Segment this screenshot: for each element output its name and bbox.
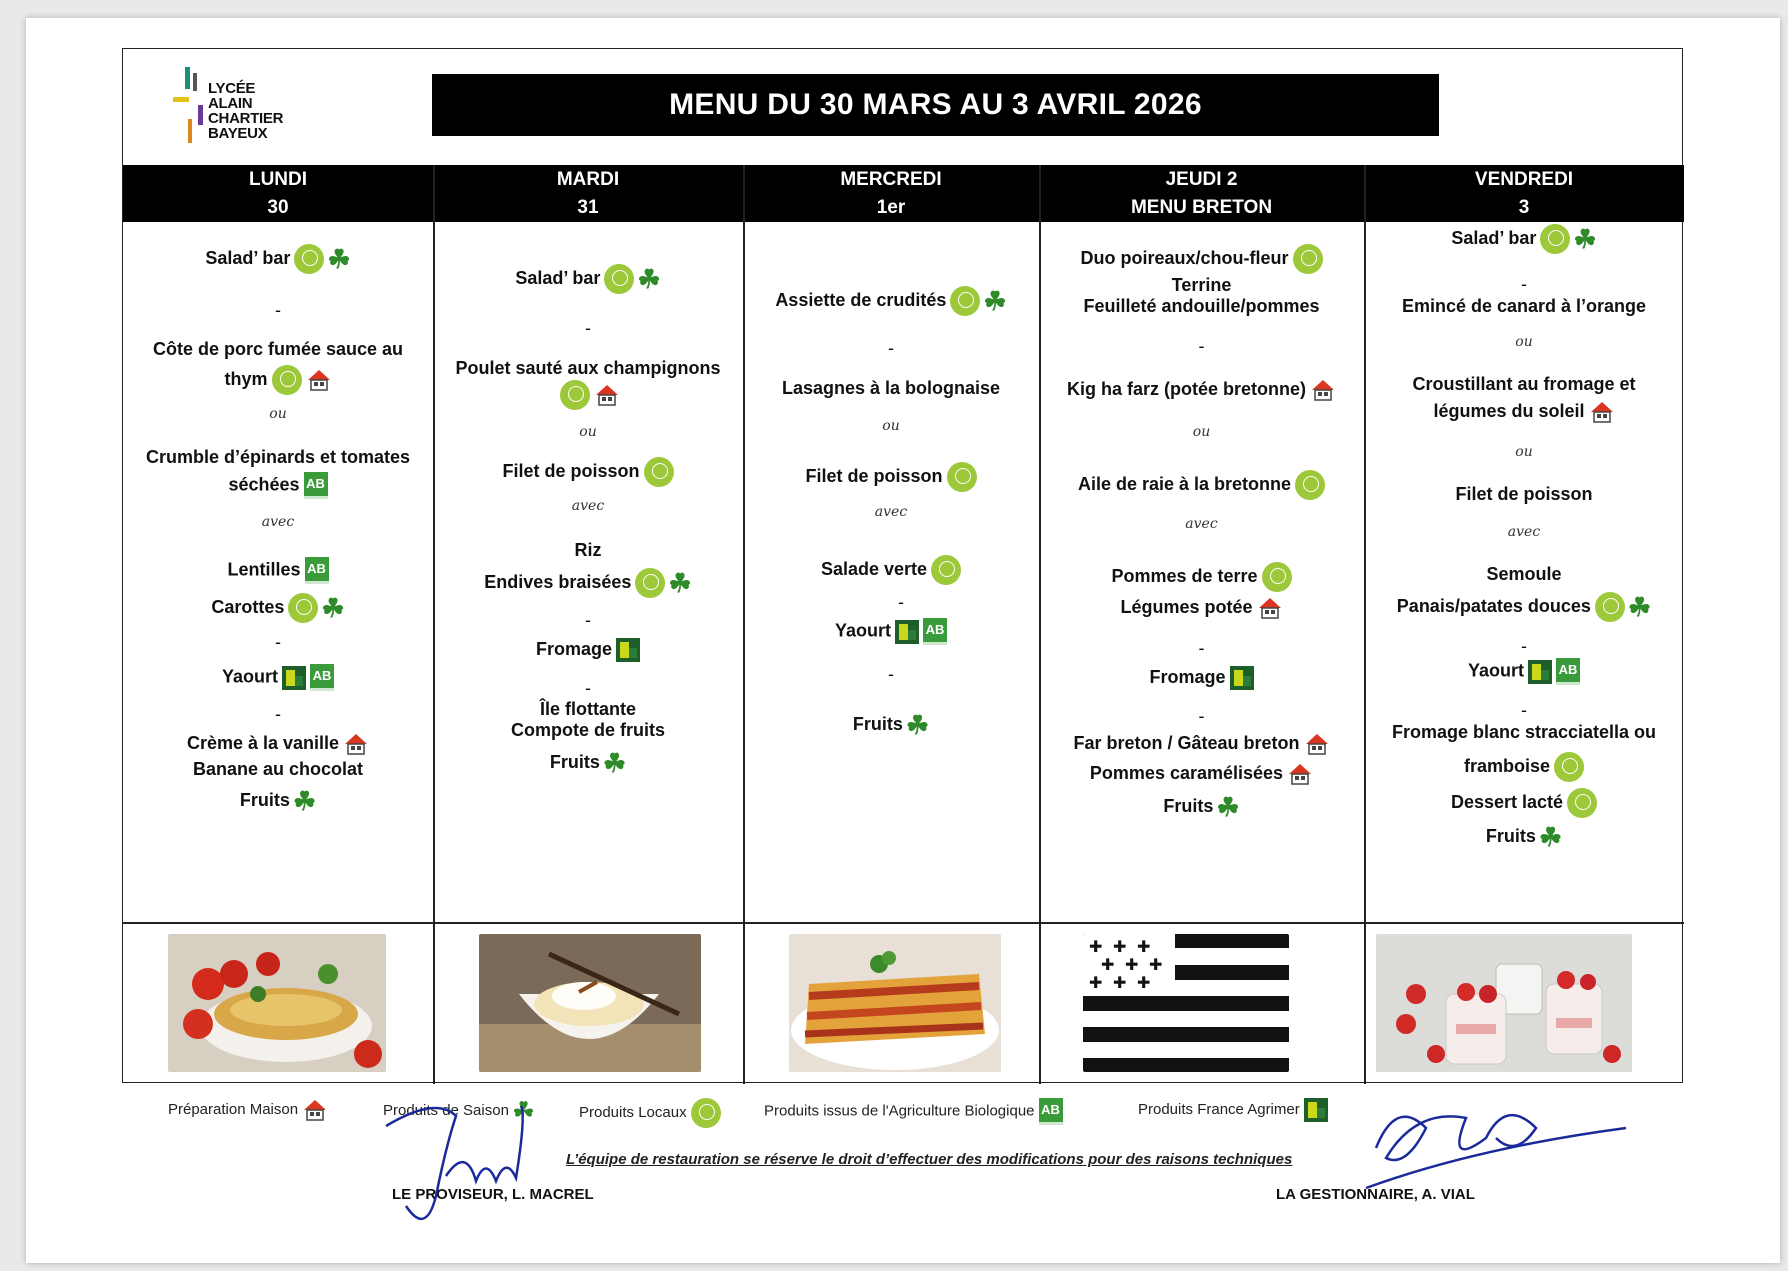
menu-item: Filet de poisson bbox=[1455, 484, 1593, 504]
svg-text:✚: ✚ bbox=[1149, 955, 1163, 974]
ou-label: ou bbox=[269, 406, 287, 422]
clover-icon: ☘ bbox=[327, 244, 351, 274]
menu-item: Carottes bbox=[211, 596, 285, 617]
menu-item: Yaourt bbox=[1467, 660, 1524, 681]
photo-lasagnes bbox=[789, 934, 1001, 1072]
separator: - bbox=[275, 632, 281, 652]
ab-organic-icon: AB bbox=[304, 472, 328, 499]
menu-column-lundi bbox=[123, 222, 433, 922]
day-name: MERCREDI bbox=[840, 168, 942, 190]
menu-item: Dessert lacté bbox=[1450, 791, 1564, 812]
avec-label: avec bbox=[571, 498, 605, 514]
ou-label: ou bbox=[1515, 334, 1533, 350]
separator: - bbox=[1198, 638, 1205, 658]
legend-label: Produits Locaux bbox=[579, 1103, 687, 1121]
legend-label: Produits France Agrimer bbox=[1138, 1100, 1300, 1118]
legend-agrimer bbox=[1138, 1098, 1328, 1122]
clover-icon: ☘ bbox=[637, 264, 661, 294]
local-seal-icon bbox=[288, 593, 318, 623]
menu-item: Crème à la vanille bbox=[186, 732, 340, 753]
menu-item: Fromage bbox=[535, 638, 613, 659]
menu-item: Fromage blanc stracciatella ou bbox=[1391, 722, 1657, 742]
menu-item: framboise bbox=[1463, 755, 1551, 776]
local-seal-icon bbox=[950, 286, 980, 316]
handwritten-signature-right bbox=[1356, 1088, 1636, 1198]
menu-item: Salad’ bar bbox=[515, 267, 601, 288]
day-header-vendredi bbox=[1364, 165, 1684, 222]
day-date: 30 bbox=[267, 196, 289, 218]
avec-label: avec bbox=[1185, 516, 1218, 532]
menu-column-mardi bbox=[433, 222, 743, 922]
svg-text:✚: ✚ bbox=[1137, 937, 1151, 956]
menu-item: Pommes de terre bbox=[1111, 565, 1258, 586]
separator: - bbox=[1521, 274, 1527, 294]
clover-icon: ☘ bbox=[668, 568, 692, 598]
local-seal-icon bbox=[1595, 592, 1625, 622]
menu-item: Yaourt bbox=[834, 620, 891, 641]
france-agrimer-icon bbox=[282, 666, 306, 690]
france-agrimer-icon bbox=[895, 620, 919, 644]
ab-organic-icon: AB bbox=[310, 664, 334, 691]
local-seal-icon bbox=[1567, 788, 1597, 818]
local-seal-icon bbox=[1540, 224, 1570, 254]
clover-icon: ☘ bbox=[1538, 822, 1563, 852]
legend-locaux bbox=[579, 1098, 721, 1128]
separator: - bbox=[585, 678, 591, 698]
house-icon bbox=[1257, 596, 1283, 620]
menu-item: Endives braisées bbox=[484, 571, 632, 592]
ou-label: ou bbox=[579, 424, 597, 440]
local-seal-icon bbox=[604, 264, 634, 294]
clover-icon: ☘ bbox=[292, 786, 317, 816]
clover-icon: ☘ bbox=[983, 286, 1007, 316]
separator: - bbox=[888, 664, 894, 684]
menu-item: Pommes caramélisées bbox=[1089, 762, 1284, 783]
menu-item: Fruits bbox=[239, 789, 290, 810]
separator: - bbox=[1198, 336, 1205, 356]
house-icon bbox=[1589, 400, 1615, 424]
legend-bio bbox=[764, 1098, 1063, 1125]
menu-item: Poulet sauté aux champignons bbox=[455, 358, 721, 378]
menu-item: Croustillant au fromage et bbox=[1412, 374, 1636, 394]
clover-icon: ☘ bbox=[1627, 592, 1652, 622]
france-agrimer-icon bbox=[616, 638, 640, 662]
svg-text:✚: ✚ bbox=[1113, 973, 1127, 992]
house-icon bbox=[1287, 762, 1313, 786]
menu-column-jeudi bbox=[1039, 222, 1364, 922]
menu-column-mercredi bbox=[743, 222, 1039, 922]
photo-ile-flottante bbox=[479, 934, 701, 1072]
local-seal-icon bbox=[1293, 244, 1323, 274]
menu-item: légumes du soleil bbox=[1433, 400, 1585, 421]
signature-gestionnaire: LA GESTIONNAIRE, A. VIAL bbox=[1276, 1186, 1475, 1203]
menu-title: MENU DU 30 MARS AU 3 AVRIL 2026 bbox=[432, 74, 1439, 136]
ou-label: ou bbox=[1192, 424, 1211, 440]
clover-icon: ☘ bbox=[1216, 792, 1240, 822]
menu-item: Fruits bbox=[1485, 825, 1536, 846]
menu-item: Terrine bbox=[1171, 275, 1232, 295]
menu-item: Fruits bbox=[852, 713, 903, 734]
svg-text:✚: ✚ bbox=[1089, 973, 1103, 992]
handwritten-signature-left bbox=[376, 1086, 556, 1236]
house-icon bbox=[1310, 378, 1336, 402]
menu-item: Panais/patates douces bbox=[1396, 595, 1591, 616]
france-agrimer-icon bbox=[1528, 660, 1552, 684]
menu-item: Salad’ bar bbox=[1451, 227, 1537, 248]
avec-label: avec bbox=[874, 504, 908, 520]
separator: - bbox=[585, 610, 591, 630]
day-header-row bbox=[123, 165, 1684, 222]
local-seal-icon bbox=[947, 462, 977, 492]
local-seal-icon bbox=[691, 1098, 721, 1128]
menu-item: Yaourt bbox=[221, 666, 278, 687]
france-agrimer-icon bbox=[1230, 666, 1254, 690]
separator: - bbox=[275, 300, 281, 320]
ab-organic-icon: AB bbox=[305, 557, 329, 584]
menu-item: Assiette de crudités bbox=[775, 289, 947, 310]
menu-item: Crumble d’épinards et tomates bbox=[145, 447, 411, 467]
logo-line-3: CHARTIER bbox=[208, 110, 284, 127]
ab-organic-icon: AB bbox=[1039, 1098, 1063, 1125]
menu-item: Emincé de canard à l’orange bbox=[1401, 296, 1647, 316]
day-date: MENU BRETON bbox=[1130, 196, 1273, 218]
avec-label: avec bbox=[1507, 524, 1541, 540]
breton-flag-image bbox=[1083, 934, 1289, 1072]
separator: - bbox=[1198, 706, 1205, 726]
logo-line-1: LYCÉE bbox=[208, 80, 256, 97]
day-name: JEUDI 2 bbox=[1165, 168, 1238, 190]
house-icon bbox=[594, 383, 620, 407]
school-logo bbox=[173, 67, 313, 147]
legend-label: Préparation Maison bbox=[168, 1100, 299, 1118]
clover-icon: ☘ bbox=[905, 710, 930, 740]
separator: - bbox=[898, 592, 904, 612]
clover-icon: ☘ bbox=[602, 748, 627, 778]
menu-item: Côte de porc fumée sauce au bbox=[152, 339, 404, 359]
local-seal-icon bbox=[635, 568, 665, 598]
local-seal-icon bbox=[931, 555, 961, 585]
menu-item: Légumes potée bbox=[1120, 596, 1253, 617]
house-icon bbox=[1304, 732, 1330, 756]
ab-organic-icon: AB bbox=[923, 618, 947, 645]
modification-notice: L’équipe de restauration se réserve le droit d’effectuer des modifications pour des raisons techniques bbox=[566, 1151, 1293, 1168]
clover-icon: ☘ bbox=[1573, 224, 1597, 254]
menu-item: Fruits bbox=[1163, 795, 1214, 816]
menu-item: Far breton / Gâteau breton bbox=[1073, 732, 1300, 753]
day-header-mardi bbox=[433, 165, 743, 222]
svg-text:✚: ✚ bbox=[1137, 973, 1151, 992]
menu-frame bbox=[122, 48, 1683, 1083]
svg-text:✚: ✚ bbox=[1089, 937, 1103, 956]
menu-item: Kig ha farz (potée bretonne) bbox=[1066, 378, 1306, 399]
menu-item: Filet de poisson bbox=[502, 460, 640, 481]
row-divider bbox=[123, 922, 1684, 924]
local-seal-icon bbox=[1262, 562, 1292, 592]
separator: - bbox=[888, 338, 894, 358]
menu-item: Fromage bbox=[1149, 666, 1226, 687]
svg-text:✚: ✚ bbox=[1113, 937, 1127, 956]
ab-organic-icon: AB bbox=[1556, 658, 1580, 685]
house-icon bbox=[302, 1098, 328, 1122]
local-seal-icon bbox=[294, 244, 324, 274]
svg-text:✚: ✚ bbox=[1101, 955, 1115, 974]
menu-item: Salad’ bar bbox=[205, 247, 291, 268]
separator: - bbox=[1521, 636, 1527, 656]
day-header-lundi bbox=[123, 165, 433, 222]
photo-crumble bbox=[168, 934, 386, 1072]
menu-item: thym bbox=[224, 368, 268, 389]
menu-item: Feuilleté andouille/pommes bbox=[1083, 296, 1320, 316]
local-seal-icon bbox=[1554, 752, 1584, 782]
local-seal-icon bbox=[644, 457, 674, 487]
logo-line-2: ALAIN bbox=[208, 95, 253, 112]
day-header-mercredi bbox=[743, 165, 1039, 222]
menu-item: Compote de fruits bbox=[510, 720, 665, 740]
signature-proviseur: LE PROVISEUR, L. MACREL bbox=[392, 1186, 594, 1203]
day-header-jeudi bbox=[1039, 165, 1364, 222]
menu-item: Lentilles bbox=[227, 559, 301, 580]
photo-fromage-blanc bbox=[1376, 934, 1632, 1072]
ou-label: ou bbox=[882, 418, 900, 434]
legend-label: Produits de Saison bbox=[383, 1101, 509, 1119]
menu-item: séchées bbox=[228, 474, 300, 495]
ou-label: ou bbox=[1515, 444, 1533, 460]
local-seal-icon bbox=[272, 365, 302, 395]
menu-column-vendredi bbox=[1364, 222, 1684, 922]
separator: - bbox=[1521, 700, 1527, 720]
day-name: VENDREDI bbox=[1474, 168, 1574, 190]
separator: - bbox=[585, 318, 591, 338]
legend-label: Produits issus de l'Agriculture Biologique bbox=[764, 1102, 1035, 1120]
menu-item: Île flottante bbox=[539, 699, 636, 719]
day-name: MARDI bbox=[556, 168, 620, 190]
day-date: 3 bbox=[1518, 196, 1530, 218]
legend-maison bbox=[168, 1098, 328, 1122]
menu-item: Salade verte bbox=[820, 558, 928, 579]
day-name: LUNDI bbox=[248, 168, 308, 190]
local-seal-icon bbox=[560, 380, 590, 410]
local-seal-icon bbox=[1295, 470, 1325, 500]
clover-icon: ☘ bbox=[511, 1096, 536, 1126]
day-date: 1er bbox=[876, 196, 906, 218]
menu-item: Filet de poisson bbox=[805, 465, 943, 486]
menu-item: Fruits bbox=[549, 751, 600, 772]
logo-line-4: BAYEUX bbox=[208, 125, 268, 142]
menu-item: Semoule bbox=[1486, 564, 1562, 584]
menu-item: Banane au chocolat bbox=[192, 759, 364, 779]
clover-icon: ☘ bbox=[321, 593, 345, 623]
menu-sheet bbox=[26, 18, 1780, 1263]
separator: - bbox=[275, 704, 281, 724]
house-icon bbox=[343, 732, 369, 756]
france-agrimer-icon bbox=[1304, 1098, 1328, 1122]
day-date: 31 bbox=[577, 196, 599, 218]
svg-text:✚: ✚ bbox=[1125, 955, 1139, 974]
menu-item: Lasagnes à la bolognaise bbox=[781, 378, 1001, 398]
menu-item: Duo poireaux/chou-fleur bbox=[1080, 247, 1289, 268]
house-icon bbox=[306, 368, 332, 392]
avec-label: avec bbox=[261, 514, 295, 530]
menu-item: Aile de raie à la bretonne bbox=[1077, 473, 1292, 494]
menu-item: Riz bbox=[574, 540, 602, 560]
